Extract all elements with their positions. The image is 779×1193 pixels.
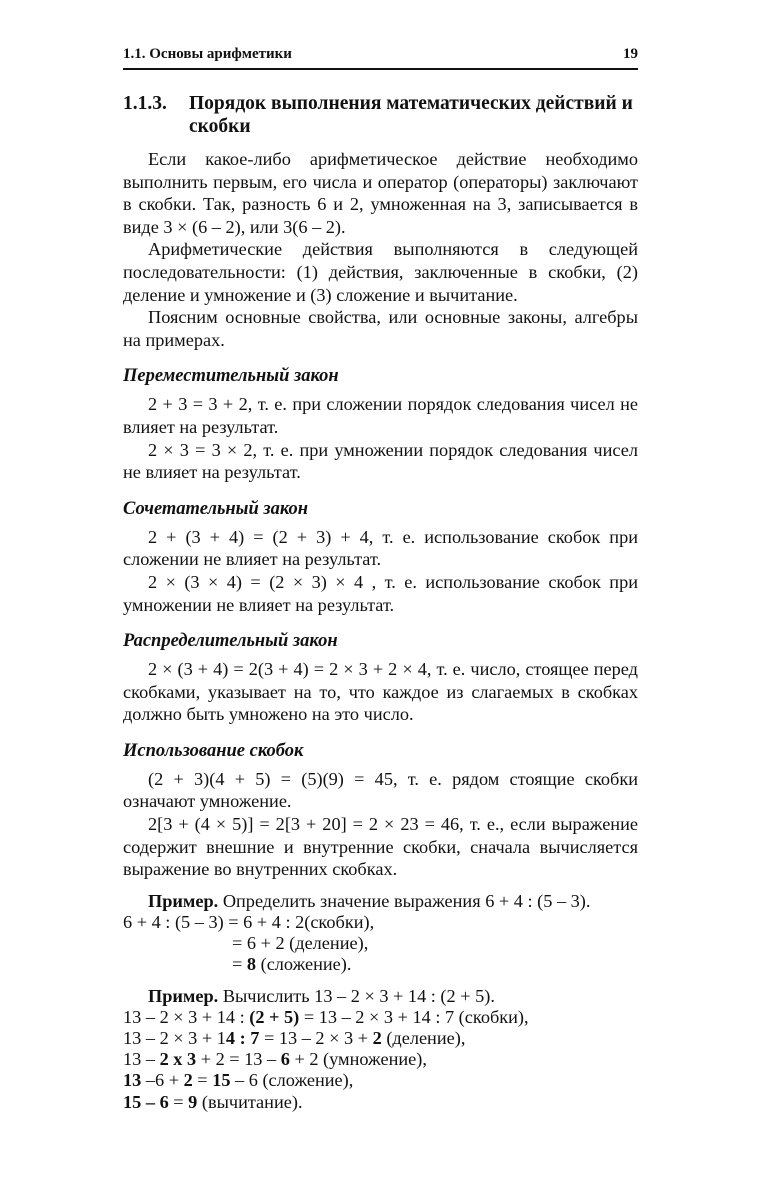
step-bold: 4 : 7 (225, 1028, 260, 1049)
example-label: Пример. (148, 890, 219, 911)
intro-paragraph: Если какое-либо арифметическое действие необходимо выполнить первым, его числа и оператор (операторы) заключают в скобки. Так, разность 6 и 2, умноженная на 3, записывается в виде 3 × (6 – 2), или 3(6 – 2). (123, 149, 638, 237)
law-paragraph: 2 × (3 + 4) = 2(3 + 4) = 2 × 3 + 2 × 4, т. е. число, стоящее перед скобками, указывает на то, что каждое из слагаемых в скобках должно быть умножено на это число. (123, 659, 638, 725)
example-step: = 6 + 2 (деление), (232, 933, 369, 954)
example-step (123, 1092, 638, 1113)
example-task (123, 891, 638, 912)
law-paragraph: 2 + (3 + 4) = (2 + 3) + 4, т. е. использование скобок при сложении не влияет на результат. (123, 526, 638, 570)
page-number: 19 (623, 46, 638, 62)
example-task-text: Вычислить 13 – 2 × 3 + 14 : (2 + 5). (222, 985, 495, 1006)
page-body (123, 92, 638, 1113)
law-paragraph: 2 × (3 × 4) = (2 × 3) × 4 , т. е. использование скобок при умножении не влияет на результат. (123, 571, 638, 615)
step-text: (сложение). (256, 954, 352, 975)
step-bold: 9 (188, 1091, 198, 1112)
step-bold: 2 (372, 1028, 382, 1049)
intro-paragraph: Поясним основные свойства, или основные законы, алгебры на примерах. (123, 307, 638, 350)
step-text: = (232, 954, 247, 975)
step-text: (вычитание). (197, 1091, 303, 1112)
running-header (123, 44, 638, 70)
step-bold: 15 (212, 1070, 231, 1091)
example-step (123, 1007, 638, 1028)
step-text: = 13 – 2 × 3 + (259, 1028, 373, 1049)
header-title: 1.1. Основы арифметики (123, 46, 292, 62)
step-bold: 6 (280, 1049, 290, 1070)
step-text: + 2 (умножение), (289, 1049, 427, 1070)
intro-paragraph: Арифметические действия выполняются в следующей последовательности: (1) действия, заключенные в скобки, (2) деление и умножение и (3) сложение и вычитание. (123, 239, 638, 305)
step-text: 13 – 2 × 3 + 14 : (123, 1006, 250, 1027)
law-paragraph: 2 × 3 = 3 × 2, т. е. при умножении порядок следования чисел не влияет на результат. (123, 439, 638, 483)
law-heading: Переместительный закон (123, 366, 339, 387)
step-text: (деление), (381, 1028, 466, 1049)
example-step: 6 + 4 : (5 – 3) = 6 + 4 : 2(скобки), (123, 912, 375, 933)
step-result: 8 (246, 954, 257, 975)
law-heading: Сочетательный закон (123, 498, 309, 519)
example-label: Пример. (148, 985, 219, 1006)
step-bold: 2 x 3 (159, 1049, 197, 1070)
law-heading: Использование скобок (123, 740, 304, 761)
example-task (123, 986, 638, 1007)
example-step (123, 1049, 638, 1070)
example-block-2 (123, 986, 638, 1113)
law-heading: Распределительный закон (123, 631, 338, 652)
example-step (123, 954, 638, 975)
section-title: Порядок выполнения математических действий и скобки (189, 93, 633, 137)
example-block-1 (123, 891, 638, 976)
law-paragraph: (2 + 3)(4 + 5) = (5)(9) = 45, т. е. рядом стоящие скобки означают умножение. (123, 768, 638, 812)
example-task-text: Определить значение выражения 6 + 4 : (5 – 3). (222, 890, 591, 911)
example-step (123, 1028, 638, 1049)
law-paragraph: 2 + 3 = 3 + 2, т. е. при сложении порядок следования чисел не влияет на результат. (123, 394, 638, 437)
step-bold: 15 – 6 (123, 1091, 169, 1112)
example-step (123, 1070, 638, 1091)
step-text: –6 + (141, 1070, 184, 1091)
step-bold: 2 (183, 1070, 193, 1091)
step-text: = 13 – 2 × 3 + 14 : 7 (скобки), (299, 1006, 529, 1027)
law-paragraph: 2[3 + (4 × 5)] = 2[3 + 20] = 2 × 23 = 46, т. е., если выражение содержит внешние и внутренние скобки, сначала вычисляется выражение во внутренних скобках. (123, 814, 638, 880)
step-text: + 2 = 13 – (196, 1049, 281, 1070)
step-text: – 6 (сложение), (230, 1070, 354, 1091)
step-text: 13 – 2 × 3 + 1 (123, 1028, 226, 1049)
step-text: 13 – (123, 1049, 160, 1070)
section-heading (123, 92, 638, 138)
step-text: = (192, 1070, 213, 1091)
step-bold: (2 + 5) (249, 1006, 300, 1027)
step-text: = (168, 1091, 189, 1112)
section-number: 1.1.3. (123, 93, 167, 114)
step-bold: 13 (123, 1070, 142, 1091)
